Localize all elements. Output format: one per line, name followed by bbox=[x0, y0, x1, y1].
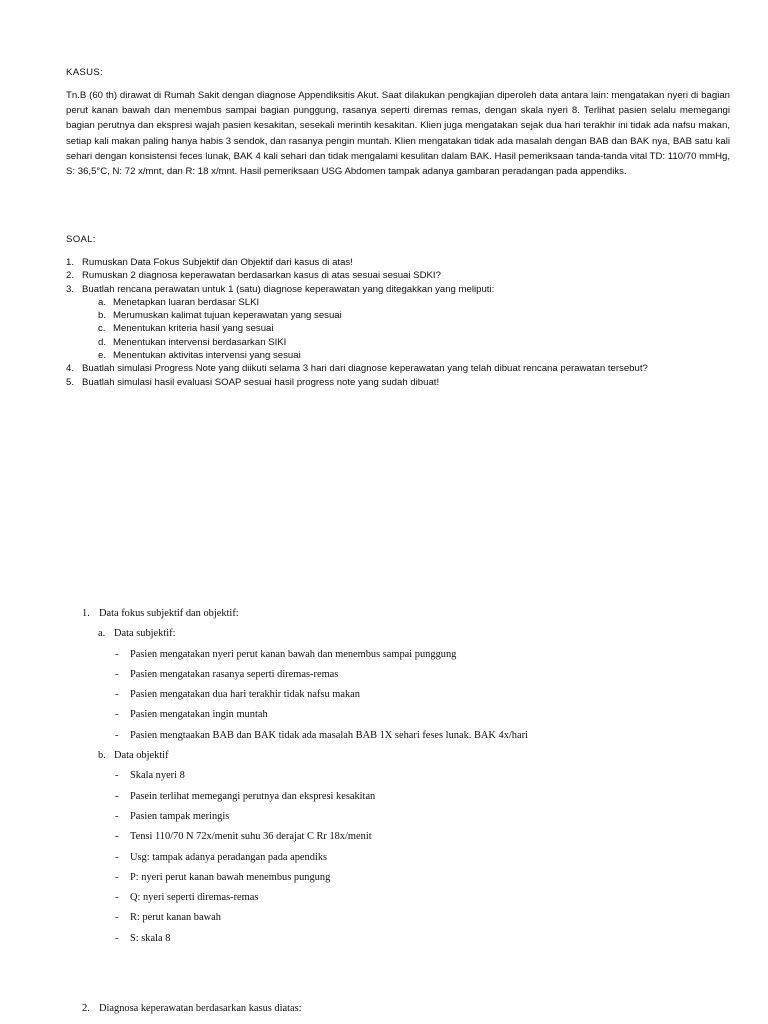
objektif-item-text: Q: nyeri seperti diremas-remas bbox=[130, 892, 259, 904]
bullet-dash: - bbox=[115, 689, 119, 701]
soal-item-text: Rumuskan 2 diagnosa keperawatan berdasarkan kasus di atas sesuai sesuai SDKI? bbox=[82, 270, 441, 282]
soal-subitem bbox=[98, 336, 768, 349]
soal-item bbox=[66, 283, 756, 296]
soal-list bbox=[66, 256, 756, 389]
subjektif-item bbox=[82, 729, 732, 749]
answer-section bbox=[82, 607, 732, 952]
soal-sublist bbox=[66, 296, 756, 362]
objektif-item bbox=[82, 810, 732, 830]
subjektif-item bbox=[82, 708, 732, 728]
objektif-item-text: Tensi 110/70 N 72x/menit suhu 36 derajat C Rr 18x/menit bbox=[130, 831, 372, 843]
subjektif-item bbox=[82, 668, 732, 688]
bullet-dash: - bbox=[115, 831, 119, 843]
soal-item bbox=[66, 256, 756, 269]
objektif-item-text: P: nyeri perut kanan bawah menembus pungung bbox=[130, 871, 331, 883]
kasus-heading: KASUS: bbox=[66, 67, 103, 78]
subjektif-item bbox=[82, 688, 732, 708]
objektif-heading: Data objektif bbox=[114, 750, 169, 762]
soal-subitem-letter: e. bbox=[98, 350, 107, 362]
bullet-dash: - bbox=[115, 770, 119, 782]
subjektif-item-text: Pasien mengatakan ingin muntah bbox=[130, 709, 268, 721]
soal-item bbox=[66, 362, 756, 375]
objektif-item-text: S: skala 8 bbox=[130, 932, 171, 944]
soal-subitem-letter: b. bbox=[98, 310, 107, 322]
bullet-dash: - bbox=[115, 648, 119, 660]
answer-number: 1. bbox=[82, 608, 90, 619]
subjektif-heading: Data subjektif: bbox=[114, 628, 176, 640]
subjektif-item-text: Pasien mengatakan dua hari terakhir tidak nafsu makan bbox=[130, 689, 360, 701]
objektif-item bbox=[82, 830, 732, 850]
soal-item-number: 1. bbox=[66, 257, 75, 268]
soal-subitem-letter: d. bbox=[98, 336, 107, 348]
objektif-item-text: Usg: tampak adanya peradangan pada apendiks bbox=[130, 851, 328, 863]
soal-subitem bbox=[66, 296, 756, 362]
soal-item-number: 4. bbox=[66, 363, 75, 375]
objektif-item-text: Pasein terlihat memegangi perutnya dan ekspresi kesakitan bbox=[130, 790, 376, 802]
subjektif-item bbox=[82, 648, 732, 668]
objektif-item bbox=[82, 932, 732, 952]
soal-subitem bbox=[98, 309, 768, 322]
soal-item-text: Buatlah simulasi Progress Note yang diikuti selama 3 hari dari diagnose keperawatan yang telah dibuat rencana perawatan tersebut? bbox=[82, 363, 648, 375]
objektif-item bbox=[82, 871, 732, 891]
bullet-dash: - bbox=[115, 932, 119, 944]
answer-number: 2. bbox=[82, 1003, 90, 1014]
soal-heading: SOAL: bbox=[66, 234, 96, 245]
bullet-dash: - bbox=[115, 668, 119, 680]
bullet-dash: - bbox=[115, 810, 119, 822]
soal-subitem-text: Menentukan aktivitas intervensi yang sesuai bbox=[113, 350, 301, 362]
bullet-dash: - bbox=[115, 729, 119, 741]
soal-subitem bbox=[98, 322, 768, 335]
objektif-item-text: R: perut kanan bawah bbox=[130, 912, 221, 924]
kasus-paragraph: Tn.B (60 th) dirawat di Rumah Sakit dengan diagnose Appendiksitis Akut. Saat dilakukan pengkajian diperoleh data antara lain: mengatakan nyeri di bagian perut kanan bawah dan menembus sampai bagian punggung, rasanya seperti diremas remas, dengan skala nyeri 8. Terlihat pasien selalu memegangi bagian perutnya dan ekspresi wajah pasien kesakitan, sesekali merintih kesakitan. Klien juga mengatakan sejak dua hari terakhir ini tidak ada nafsu makan, setiap kali makan paling hanya habis 3 sendok, dan rasanya pengin muntah. Klien mengatakan tidak ada masalah dengan BAB dan BAK nya, BAB satu kali sehari dengan konsistensi feces lunak, BAK 4 kali sehari dan tidak mengalami kesulitan dalam BAK. Hasil pemeriksaan tanda-tanda vital TD: 110/70 mmHg, S: 36,5°C, N: 72 x/mnt, dan R: 18 x/mnt. Hasil pemeriksaan USG Abdomen tampak adanya gambaran peradangan pada appendiks. bbox=[66, 90, 730, 178]
soal-subitem-text: Menetapkan luaran berdasar SLKI bbox=[113, 296, 260, 308]
soal-item-text: Rumuskan Data Fokus Subjektif dan Objektif dari kasus di atas! bbox=[82, 257, 353, 268]
bullet-dash: - bbox=[115, 709, 119, 721]
subjektif-letter: a. bbox=[98, 628, 106, 640]
bullet-dash: - bbox=[115, 912, 119, 924]
answer-heading: Data fokus subjektif dan objektif: bbox=[99, 608, 239, 619]
subjektif-item-text: Pasien mengtaakan BAB dan BAK tidak ada masalah BAB 1X sehari feses lunak. BAK 4x/hari bbox=[130, 729, 528, 741]
soal-item-number: 3. bbox=[66, 283, 75, 295]
bullet-dash: - bbox=[115, 871, 119, 883]
answer-heading: Diagnosa keperawatan berdasarkan kasus diatas: bbox=[99, 1003, 302, 1014]
subjektif-heading-row bbox=[82, 627, 732, 647]
answer-heading-row bbox=[82, 607, 732, 627]
objektif-item bbox=[82, 790, 732, 810]
soal-item bbox=[66, 269, 756, 282]
soal-subitem bbox=[98, 296, 768, 309]
soal-item-text: Buatlah rencana perawatan untuk 1 (satu) diagnose keperawatan yang ditegakkan yang meliputi: bbox=[82, 283, 495, 295]
bullet-dash: - bbox=[115, 892, 119, 904]
objektif-item bbox=[82, 911, 732, 931]
soal-item-number: 2. bbox=[66, 270, 75, 282]
soal-subitem-text: Menentukan intervensi berdasarkan SIKI bbox=[113, 336, 287, 348]
subjektif-item-text: Pasien mengatakan nyeri perut kanan bawah dan menembus sampai punggung bbox=[130, 648, 457, 660]
objektif-item bbox=[82, 851, 732, 871]
objektif-item bbox=[82, 769, 732, 789]
objektif-item-text: Skala nyeri 8 bbox=[130, 770, 185, 782]
soal-subitem-letter: c. bbox=[98, 323, 106, 335]
soal-item bbox=[66, 376, 756, 389]
objektif-heading-row bbox=[82, 749, 732, 769]
bullet-dash: - bbox=[115, 790, 119, 802]
objektif-item bbox=[82, 891, 732, 911]
objektif-item-text: Pasien tampak meringis bbox=[130, 810, 230, 822]
soal-item-text: Buatlah simulasi hasil evaluasi SOAP sesuai hasil progress note yang sudah dibuat! bbox=[82, 376, 440, 388]
soal-subitem-letter: a. bbox=[98, 296, 107, 308]
subjektif-item-text: Pasien mengatakan rasanya seperti diremas-remas bbox=[130, 668, 339, 680]
soal-subitem-text: Menentukan kriteria hasil yang sesuai bbox=[113, 323, 274, 335]
soal-subitem-text: Merumuskan kalimat tujuan keperawatan yang sesuai bbox=[113, 310, 342, 322]
objektif-letter: b. bbox=[98, 750, 106, 762]
soal-item-number: 5. bbox=[66, 376, 75, 388]
bullet-dash: - bbox=[115, 851, 119, 863]
soal-subitem bbox=[98, 349, 768, 362]
